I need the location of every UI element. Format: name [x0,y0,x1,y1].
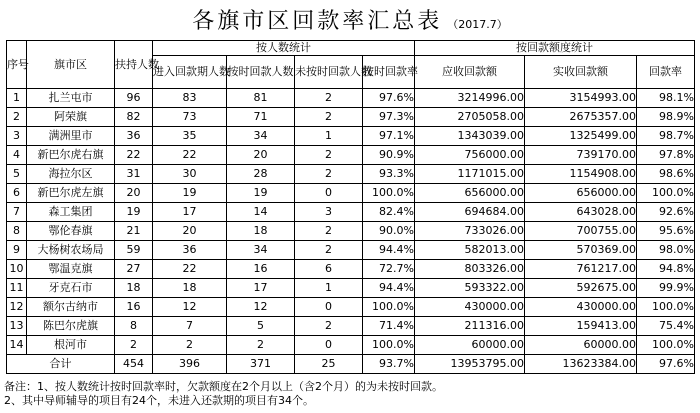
cell-due: 211316.00 [415,317,525,336]
cell-late: 2 [295,241,363,260]
cell-region: 森工集团 [27,203,115,222]
cell-received: 739170.00 [525,146,637,165]
cell-due: 1171015.00 [415,165,525,184]
cell-seq: 13 [7,317,27,336]
cell-region: 海拉尔区 [27,165,115,184]
table-row [7,89,695,108]
cell-seq: 1 [7,89,27,108]
cell-rate: 98.1% [637,89,695,108]
table-row [7,203,695,222]
cell-region: 满洲里市 [27,127,115,146]
total-received: 13623384.00 [525,355,637,374]
cell-entered: 73 [153,108,227,127]
cell-entered: 17 [153,203,227,222]
cell-received: 159413.00 [525,317,637,336]
table-row [7,184,695,203]
cell-late: 1 [295,127,363,146]
cell-holders: 96 [115,89,153,108]
cell-region: 根河市 [27,336,115,355]
cell-region: 大杨树农场局 [27,241,115,260]
cell-due: 60000.00 [415,336,525,355]
header-received: 实收回款额 [525,56,637,89]
cell-entered: 36 [153,241,227,260]
cell-late: 0 [295,336,363,355]
cell-ontime: 12 [227,298,295,317]
cell-ontime-rate: 90.0% [363,222,415,241]
cell-ontime-rate: 100.0% [363,184,415,203]
cell-ontime-rate: 90.9% [363,146,415,165]
cell-seq: 12 [7,298,27,317]
cell-received: 3154993.00 [525,89,637,108]
cell-received: 592675.00 [525,279,637,298]
cell-holders: 19 [115,203,153,222]
table-row [7,146,695,165]
cell-holders: 59 [115,241,153,260]
cell-received: 700755.00 [525,222,637,241]
cell-seq: 5 [7,165,27,184]
cell-rate: 100.0% [637,184,695,203]
cell-ontime: 71 [227,108,295,127]
cell-late: 3 [295,203,363,222]
cell-region: 牙克石市 [27,279,115,298]
cell-ontime: 34 [227,127,295,146]
cell-ontime: 16 [227,260,295,279]
total-late: 25 [295,355,363,374]
cell-due: 3214996.00 [415,89,525,108]
cell-seq: 3 [7,127,27,146]
cell-ontime-rate: 100.0% [363,298,415,317]
header-region: 旗市区 [27,41,115,89]
cell-holders: 18 [115,279,153,298]
cell-due: 733026.00 [415,222,525,241]
cell-ontime: 20 [227,146,295,165]
table-row [7,279,695,298]
cell-seq: 4 [7,146,27,165]
total-row [7,355,695,374]
cell-received: 761217.00 [525,260,637,279]
table-row [7,165,695,184]
cell-ontime-rate: 97.3% [363,108,415,127]
cell-due: 1343039.00 [415,127,525,146]
cell-late: 1 [295,279,363,298]
note-line-2: 2、其中导师辅导的项目有24个，未进入还款期的项目有34个。 [4,394,314,407]
summary-table [6,40,695,374]
cell-rate: 98.7% [637,127,695,146]
total-ontime: 371 [227,355,295,374]
cell-rate: 97.8% [637,146,695,165]
cell-ontime: 14 [227,203,295,222]
cell-holders: 36 [115,127,153,146]
table-row [7,222,695,241]
total-label: 合计 [7,355,115,374]
cell-late: 2 [295,165,363,184]
cell-rate: 94.8% [637,260,695,279]
header-late: 未按时回款人数 [295,56,363,89]
page-subtitle: （2017.7） [447,18,508,31]
cell-received: 2675357.00 [525,108,637,127]
cell-due: 582013.00 [415,241,525,260]
cell-ontime-rate: 94.4% [363,241,415,260]
cell-entered: 18 [153,279,227,298]
cell-rate: 75.4% [637,317,695,336]
cell-holders: 16 [115,298,153,317]
header-holders: 扶持人数 [115,41,153,89]
cell-ontime: 18 [227,222,295,241]
table-row [7,108,695,127]
cell-ontime-rate: 82.4% [363,203,415,222]
header-ontime-rate: 按时回款率 [363,56,415,89]
cell-late: 2 [295,222,363,241]
header-ontime: 按时回款人数 [227,56,295,89]
cell-received: 643028.00 [525,203,637,222]
table-row [7,317,695,336]
total-rate: 97.6% [637,355,695,374]
cell-seq: 10 [7,260,27,279]
cell-seq: 7 [7,203,27,222]
cell-due: 593322.00 [415,279,525,298]
cell-entered: 2 [153,336,227,355]
cell-entered: 19 [153,184,227,203]
cell-holders: 8 [115,317,153,336]
cell-rate: 98.0% [637,241,695,260]
header-rate: 回款率 [637,56,695,89]
cell-rate: 95.6% [637,222,695,241]
cell-due: 756000.00 [415,146,525,165]
cell-late: 2 [295,146,363,165]
cell-region: 鄂温克旗 [27,260,115,279]
cell-received: 60000.00 [525,336,637,355]
cell-late: 2 [295,108,363,127]
cell-seq: 9 [7,241,27,260]
cell-ontime: 28 [227,165,295,184]
cell-region: 额尔古纳市 [27,298,115,317]
cell-due: 694684.00 [415,203,525,222]
cell-seq: 11 [7,279,27,298]
cell-due: 656000.00 [415,184,525,203]
title-bar [0,4,700,38]
cell-late: 0 [295,184,363,203]
cell-entered: 7 [153,317,227,336]
cell-seq: 8 [7,222,27,241]
table-row [7,127,695,146]
header-seq: 序号 [7,41,27,89]
notes [4,380,443,408]
total-entered: 396 [153,355,227,374]
header-group-amount: 按回款额度统计 [415,41,695,56]
cell-ontime: 17 [227,279,295,298]
cell-ontime-rate: 97.1% [363,127,415,146]
cell-ontime: 19 [227,184,295,203]
cell-holders: 22 [115,146,153,165]
cell-ontime: 34 [227,241,295,260]
cell-seq: 2 [7,108,27,127]
cell-rate: 99.9% [637,279,695,298]
note-line-1: 备注：1、按人数统计按时回款率时，欠款额度在2个月以上（含2个月）的为未按时回款。 [4,380,443,393]
header-due: 应收回款额 [415,56,525,89]
cell-ontime: 5 [227,317,295,336]
cell-seq: 14 [7,336,27,355]
cell-ontime-rate: 72.7% [363,260,415,279]
cell-entered: 22 [153,260,227,279]
cell-ontime-rate: 94.4% [363,279,415,298]
cell-region: 阿荣旗 [27,108,115,127]
cell-ontime-rate: 97.6% [363,89,415,108]
cell-received: 570369.00 [525,241,637,260]
cell-late: 0 [295,298,363,317]
cell-entered: 22 [153,146,227,165]
cell-ontime: 81 [227,89,295,108]
table-row [7,336,695,355]
cell-holders: 82 [115,108,153,127]
cell-seq: 6 [7,184,27,203]
total-holders: 454 [115,355,153,374]
cell-ontime-rate: 71.4% [363,317,415,336]
total-due: 13953795.00 [415,355,525,374]
header-group-people: 按人数统计 [153,41,415,56]
cell-rate: 98.9% [637,108,695,127]
cell-due: 803326.00 [415,260,525,279]
cell-entered: 30 [153,165,227,184]
cell-received: 430000.00 [525,298,637,317]
cell-region: 扎兰屯市 [27,89,115,108]
table-row [7,298,695,317]
header-entered: 进入回款期人数 [153,56,227,89]
cell-ontime-rate: 93.3% [363,165,415,184]
cell-received: 1325499.00 [525,127,637,146]
cell-late: 2 [295,317,363,336]
cell-entered: 83 [153,89,227,108]
total-ontime-rate: 93.7% [363,355,415,374]
cell-region: 新巴尔虎右旗 [27,146,115,165]
cell-holders: 21 [115,222,153,241]
cell-entered: 20 [153,222,227,241]
cell-entered: 35 [153,127,227,146]
cell-entered: 12 [153,298,227,317]
cell-holders: 20 [115,184,153,203]
cell-rate: 100.0% [637,336,695,355]
cell-region: 鄂伦春旗 [27,222,115,241]
cell-holders: 27 [115,260,153,279]
cell-holders: 2 [115,336,153,355]
cell-late: 6 [295,260,363,279]
cell-due: 2705058.00 [415,108,525,127]
cell-due: 430000.00 [415,298,525,317]
table-row [7,241,695,260]
cell-received: 656000.00 [525,184,637,203]
cell-holders: 31 [115,165,153,184]
cell-rate: 100.0% [637,298,695,317]
cell-region: 新巴尔虎左旗 [27,184,115,203]
cell-rate: 92.6% [637,203,695,222]
cell-region: 陈巴尔虎旗 [27,317,115,336]
table-row [7,260,695,279]
cell-received: 1154908.00 [525,165,637,184]
cell-ontime: 2 [227,336,295,355]
page-title: 各旗市区回款率汇总表 [192,9,443,34]
cell-late: 2 [295,89,363,108]
cell-ontime-rate: 100.0% [363,336,415,355]
cell-rate: 98.6% [637,165,695,184]
